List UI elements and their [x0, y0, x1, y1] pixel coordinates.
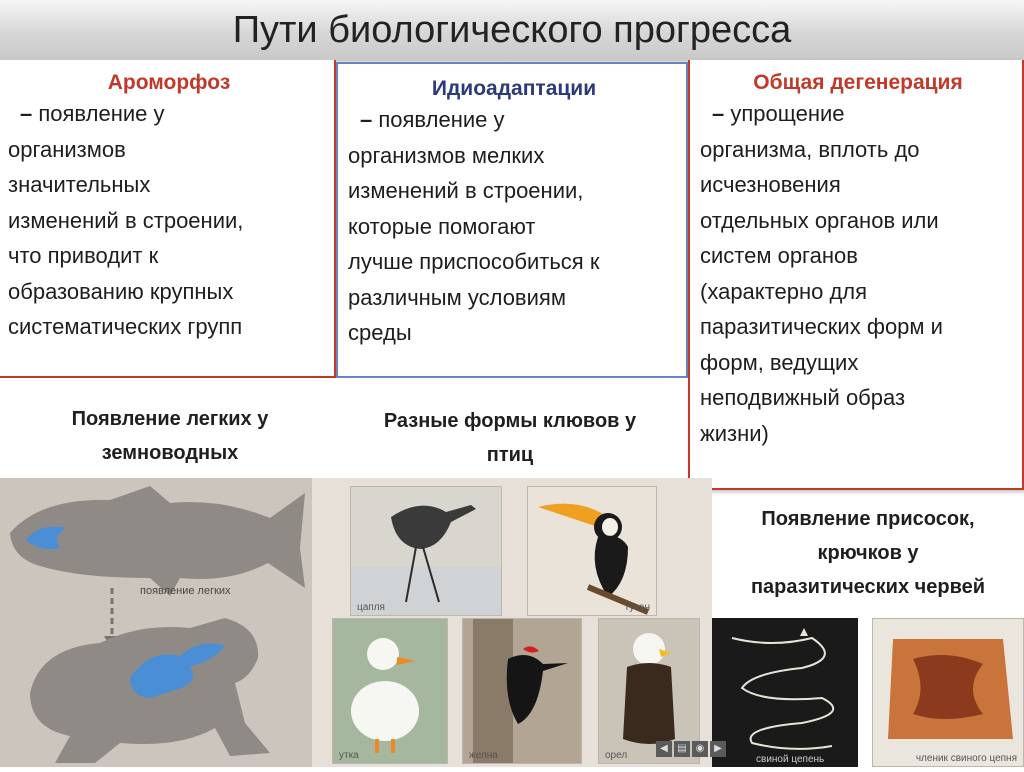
- text-line: лучше приспособиться к: [348, 249, 600, 274]
- text-line: появление у: [378, 107, 505, 132]
- duck-icon: [333, 619, 447, 763]
- fish-frog-illustration: [0, 478, 312, 767]
- woodpecker-photo: [462, 618, 582, 764]
- tapeworm-photo: [712, 618, 858, 767]
- segment-label: членик свиного цепня: [915, 753, 1017, 764]
- text-line: организмов мелких: [348, 142, 545, 168]
- caption-line: земноводных: [101, 442, 239, 464]
- tapeworm-icon: [712, 618, 858, 767]
- text-line: что приводит к: [8, 243, 159, 268]
- suckers-caption: [712, 502, 1024, 604]
- fish-frog-svg: [0, 478, 312, 767]
- text-line: систематических групп: [8, 314, 243, 339]
- toucan-label: тукан: [624, 602, 650, 613]
- heron-icon: [351, 487, 501, 615]
- text-line: появление у: [38, 101, 165, 126]
- text-line: значительных: [8, 172, 151, 197]
- title-bar: [0, 0, 1024, 60]
- tapeworm-label: свиной цепень: [756, 754, 825, 765]
- text-line: упрощение: [730, 101, 845, 126]
- dash: –: [20, 101, 33, 126]
- menu-icon[interactable]: ▤: [674, 741, 690, 757]
- woodpecker-icon: [463, 619, 581, 763]
- text-line: паразитических форм и: [700, 314, 943, 339]
- aromorphosis-heading: Ароморфоз: [107, 71, 231, 94]
- lungs-caption: [30, 402, 310, 470]
- text-line: (характерно для: [700, 278, 868, 304]
- degeneration-text: [700, 96, 1016, 451]
- segment-icon: [873, 619, 1023, 766]
- idioadaptation-heading: Идиоадаптации: [431, 77, 597, 100]
- slide-title: Пути биологического прогресса: [232, 8, 792, 51]
- caption-line: Появление легких у: [71, 408, 269, 430]
- prev-arrow-icon[interactable]: ◀: [656, 741, 672, 757]
- text-line: отдельных органов или: [700, 207, 939, 233]
- caption-line: паразитических червей: [750, 576, 986, 598]
- caption-line: крючков у: [817, 542, 919, 564]
- zoom-icon[interactable]: ◉: [692, 741, 708, 757]
- text-line: которые помогают: [348, 213, 536, 239]
- caption-line: Появление присосок,: [761, 508, 975, 530]
- text-line: изменений в строении,: [348, 178, 584, 203]
- dash: –: [712, 101, 725, 126]
- segment-photo: [872, 618, 1024, 767]
- idioadaptation-box: [336, 62, 688, 378]
- text-line: различным условиям: [348, 284, 566, 310]
- text-line: образованию крупных: [8, 278, 234, 304]
- dash: –: [360, 107, 373, 132]
- duck-photo: [332, 618, 448, 764]
- text-line: среды: [348, 320, 412, 345]
- caption-line: птиц: [486, 444, 534, 466]
- woodpecker-label: желна: [469, 750, 498, 761]
- eagle-label: орел: [605, 750, 628, 761]
- heron-photo: [350, 486, 502, 616]
- text-line: жизни): [700, 420, 769, 446]
- degeneration-heading: Общая дегенерация: [753, 71, 963, 94]
- degeneration-box: [688, 60, 1024, 490]
- idioadaptation-text: [348, 102, 680, 351]
- text-line: исчезновения: [700, 172, 841, 197]
- text-line: организмов: [8, 136, 126, 162]
- text-line: неподвижный образ: [700, 385, 906, 410]
- beaks-caption: [340, 404, 680, 472]
- text-line: систем органов: [700, 243, 858, 268]
- caption-line: Разные формы клювов у: [383, 410, 637, 432]
- text-line: изменений в строении,: [8, 207, 244, 233]
- text-line: организма, вплоть до: [700, 136, 920, 162]
- aromorphosis-box: [0, 60, 336, 378]
- heron-label: цапля: [357, 602, 385, 613]
- text-line: форм, ведущих: [700, 349, 859, 375]
- duck-label: утка: [339, 750, 359, 761]
- next-arrow-icon[interactable]: ▶: [710, 741, 726, 757]
- aromorphosis-text: [8, 96, 330, 345]
- toucan-photo: [527, 486, 657, 616]
- fish-frog-label: появление легких: [140, 585, 231, 597]
- slide-nav: [656, 741, 726, 757]
- toucan-icon: [528, 487, 656, 615]
